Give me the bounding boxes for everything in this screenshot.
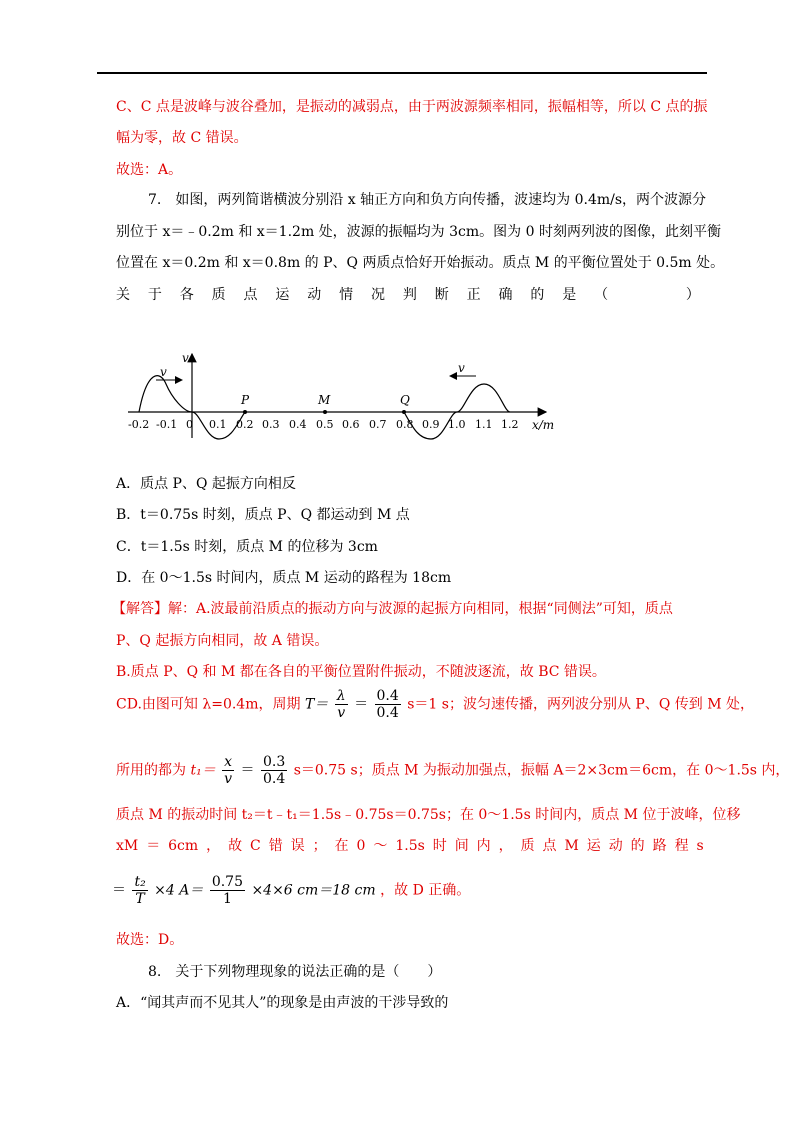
- sol7-char: ，: [498, 838, 513, 854]
- solution-line-5: [116, 754, 789, 787]
- tick-label: 0.6: [342, 418, 360, 431]
- sol7-char: 动: [608, 838, 623, 854]
- fraction-0.75-over-1: [210, 874, 245, 907]
- q7-char: 点: [243, 287, 258, 303]
- option-c: C．t＝1.5s 时刻，质点 M 的位移为 3cm: [116, 539, 378, 555]
- tick-label: 0.9: [422, 418, 440, 431]
- equals-sign: ＝: [354, 696, 369, 713]
- q7-char: 确: [498, 287, 513, 303]
- point-p: [243, 410, 247, 414]
- solution-8-text-b: ×4 A＝: [154, 882, 204, 899]
- solution-line-6: 质点 M 的振动时间 t₂＝t﹣t₁＝1.5s﹣0.75s＝0.75s；在 0～1.5s 时间内，质点 M 位于波峰，位移: [116, 807, 741, 823]
- solution-5-text-b: s＝0.75 s；质点 M 为振动加强点，振幅 A＝2×3cm＝6cm，在 0～1.5s 内，: [293, 762, 790, 779]
- solution-4-text-a: CD.由图可知 λ=0.4m，周期: [116, 696, 301, 713]
- sol7-char: 故: [228, 838, 243, 854]
- numerator: 0.3: [262, 754, 286, 770]
- denominator: 0.4: [376, 705, 399, 721]
- sol7-char: ～: [373, 838, 388, 854]
- equals-sign: ＝: [112, 882, 126, 899]
- t1-symbol: t₁＝: [190, 762, 216, 779]
- period-T-symbol: T＝: [304, 696, 329, 713]
- tick-label: 0.1: [209, 418, 227, 431]
- sol7-char: ；: [312, 838, 327, 854]
- sol7-char: 的: [630, 838, 645, 854]
- tick-label: 0.3: [262, 418, 280, 431]
- fraction-x-over-v: [222, 754, 234, 787]
- tick-label: 0.7: [369, 418, 387, 431]
- solution-line-4: [116, 688, 754, 721]
- c-explanation-line-1: C、C 点是波峰与波谷叠加，是振动的减弱点，由于两波源频率相同，振幅相等，所以 C 点的振: [116, 99, 708, 115]
- sol7-char: C: [250, 838, 261, 854]
- numerator: 0.4: [376, 688, 399, 704]
- denominator: v: [337, 705, 346, 721]
- solution-line-2: P、Q 起振方向相同，故 A 错误。: [116, 633, 329, 649]
- question-7-answer: 故选：D。: [116, 932, 184, 948]
- q7-char: [626, 285, 668, 305]
- point-m: [323, 410, 327, 414]
- solution-8-text-d: ，故 D 正确。: [380, 882, 471, 899]
- sol7-char: 在: [334, 838, 349, 854]
- q7-char: 的: [530, 287, 545, 303]
- solution-8-text-c: ×4×6 cm＝18 cm: [251, 882, 376, 899]
- question-7-line-4: [116, 285, 700, 305]
- point-q: [402, 410, 406, 414]
- sol7-char: 程: [674, 838, 689, 854]
- y-axis-label: v: [182, 351, 189, 365]
- sol7-char: ，: [206, 838, 221, 854]
- q7-char: 断: [434, 287, 449, 303]
- sol7-char: 运: [586, 838, 601, 854]
- option-a: A．质点 P、Q 起振方向相反: [116, 476, 296, 492]
- q7-char: 各: [179, 287, 194, 303]
- question-8-option-a: A．“闻其声而不见其人”的现象是由声波的干涉导致的: [116, 995, 449, 1011]
- sol7-char: M: [564, 838, 579, 854]
- tick-label: 0.8: [396, 418, 414, 431]
- solution-line-7: [116, 836, 704, 856]
- fraction-0.3-over-0.4: [261, 754, 287, 787]
- sol7-char: 内: [476, 838, 491, 854]
- option-d: D．在 0～1.5s 时间内，质点 M 运动的路程为 18cm: [116, 570, 452, 586]
- solution-text: 解：A.波最前沿质点的振动方向与波源的起振方向相同，根据“同侧法”可知，质点: [168, 601, 673, 617]
- question-7-line-3: 位置在 x＝0.2m 和 x＝0.8m 的 P、Q 两质点恰好开始振动。质点 M 的平衡位置处于 0.5m 处。: [116, 255, 725, 271]
- sol7-char: 质: [520, 838, 535, 854]
- sol7-char: 0: [356, 838, 366, 854]
- point-p-label: P: [241, 393, 250, 407]
- tick-label: 1.0: [448, 418, 466, 431]
- sol7-char: 间: [454, 838, 469, 854]
- q7-char: 于: [147, 287, 162, 303]
- numerator: λ: [336, 688, 346, 704]
- fraction-t2-over-T: [132, 874, 147, 907]
- q7-char: ）: [685, 287, 700, 303]
- sol7-char: ＝: [146, 838, 161, 854]
- solution-line-1: [112, 599, 673, 619]
- wave-figure: [116, 340, 566, 440]
- left-velocity-label: v: [160, 365, 167, 379]
- sol7-char: 6cm: [168, 838, 199, 854]
- question-7-line-1: 7. 如图，两列简谐横波分别沿 x 轴正方向和负方向传播，波速均为 0.4m/s，两个波源分: [148, 192, 707, 208]
- q7-char: 况: [371, 287, 385, 303]
- question-7-line-2: 别位于 x＝﹣0.2m 和 x＝1.2m 处，波源的振幅均为 3cm。图为 0 时刻两列波的图像，此刻平衡: [116, 224, 721, 240]
- q7-char: 运: [275, 287, 290, 303]
- header-rule: [97, 72, 707, 74]
- sol7-char: s: [696, 838, 704, 854]
- q7-char: 关: [116, 287, 130, 303]
- tick-label: -0.2: [128, 418, 150, 431]
- fraction-0.4-over-0.4: [375, 688, 401, 721]
- q7-char: 动: [307, 287, 322, 303]
- question-8: 8. 关于下列物理现象的说法正确的是（ ）: [148, 964, 442, 980]
- equals-sign: ＝: [240, 762, 255, 779]
- q7-char: （: [594, 287, 609, 303]
- solution-5-text-a: 所用的都为: [116, 762, 186, 779]
- sol7-char: 点: [542, 838, 557, 854]
- sol7-char: 路: [652, 838, 667, 854]
- tick-labels: [128, 418, 519, 431]
- point-m-label: M: [318, 393, 331, 407]
- q7-char: 是: [562, 287, 577, 303]
- solution-line-8: [112, 874, 470, 907]
- sol7-char: xM: [116, 838, 139, 854]
- tick-label: 0.2: [236, 418, 254, 431]
- solution-4-text-b: s＝1 s；波匀速传播，两列波分别从 P、Q 传到 M 处，: [407, 696, 754, 713]
- option-b: B．t＝0.75s 时刻，质点 P、Q 都运动到 M 点: [116, 507, 410, 523]
- tick-label: 0.5: [316, 418, 334, 431]
- solution-line-3: B.质点 P、Q 和 M 都在各自的平衡位置附件振动，不随波逐流，故 BC 错误。: [116, 664, 606, 680]
- denominator: 0.4: [262, 771, 286, 787]
- numerator: t₂: [134, 874, 146, 890]
- previous-answer: 故选：A。: [116, 162, 183, 178]
- tick-label: 1.2: [501, 418, 519, 431]
- numerator: x: [224, 754, 233, 770]
- denominator: 1: [222, 891, 232, 907]
- sol7-char: 1.5s: [395, 838, 425, 854]
- q7-char: 情: [339, 287, 354, 303]
- fraction-lambda-over-v: [335, 688, 348, 721]
- tick-label: -0.1: [156, 418, 178, 431]
- sol7-char: 错: [268, 838, 283, 854]
- c-explanation-line-2: 幅为零，故 C 错误。: [116, 130, 248, 146]
- q7-char: 质: [211, 287, 226, 303]
- q7-char: 判: [402, 287, 417, 303]
- sol7-char: 误: [290, 838, 305, 854]
- tick-label: 0.4: [289, 418, 307, 431]
- x-axis-label: x/m: [532, 418, 555, 432]
- denominator: T: [135, 891, 145, 907]
- tick-label: 0: [186, 418, 193, 431]
- q7-char: 正: [466, 287, 481, 303]
- denominator: v: [224, 771, 233, 787]
- right-velocity-label: v: [458, 361, 465, 375]
- sol7-char: 时: [432, 838, 447, 854]
- numerator: 0.75: [211, 874, 243, 890]
- solution-tag: 【解答】: [112, 601, 168, 617]
- tick-label: 1.1: [475, 418, 493, 431]
- point-q-label: Q: [400, 393, 410, 407]
